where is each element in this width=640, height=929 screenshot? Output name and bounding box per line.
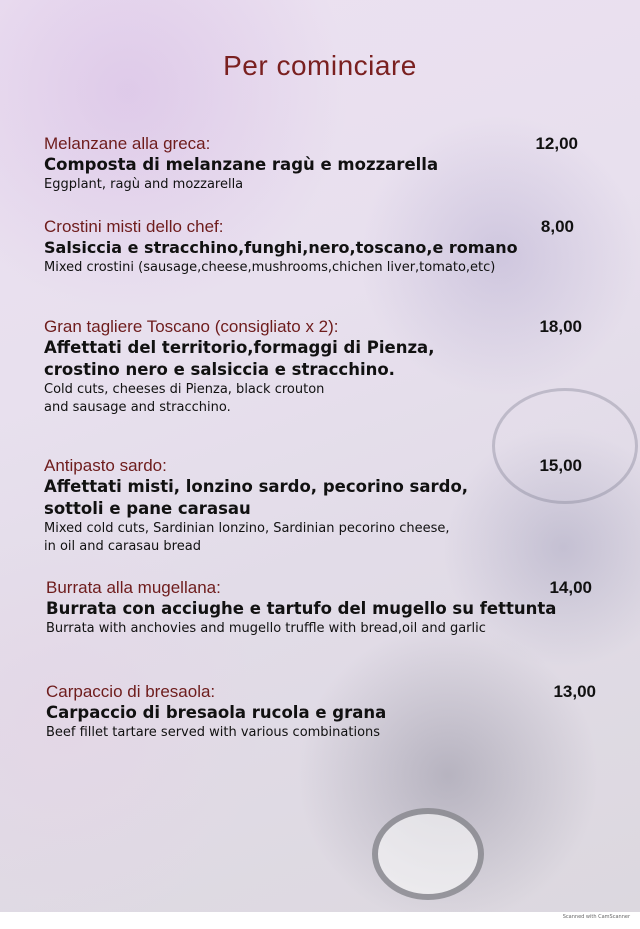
plate-decoration [372,808,484,900]
menu-item-carpaccio [46,682,596,742]
item-description: Burrata con acciughe e tartufo del mugello su fettunta [46,599,557,618]
item-english: Beef fillet tartare served with various combinations [46,725,381,740]
item-price: 12,00 [535,134,578,153]
footer-strip [0,912,640,929]
item-price: 14,00 [549,578,592,597]
item-price: 15,00 [539,456,582,475]
item-description: Affettati del territorio,formaggi di Pienza, crostino nero e salsiccia e stracchino. [44,338,435,379]
menu-item-antipasto-sardo [44,456,582,556]
item-english: Mixed cold cuts, Sardinian lonzino, Sardinian pecorino cheese, in oil and carasau bread [44,521,450,554]
menu-item-crostini [44,217,574,277]
item-description: Carpaccio di bresaola rucola e grana [46,703,387,722]
item-name: Crostini misti dello chef: [44,217,224,236]
item-english: Mixed crostini (sausage,cheese,mushrooms,chichen liver,tomato,etc) [44,260,496,275]
item-name: Burrata alla mugellana: [46,578,221,597]
item-description: Composta di melanzane ragù e mozzarella [44,155,439,174]
item-name: Carpaccio di bresaola: [46,682,216,701]
scanner-watermark: Scanned with CamScanner [562,914,630,920]
item-name: Melanzane alla greca: [44,134,211,153]
item-name: Antipasto sardo: [44,456,167,475]
item-name: Gran tagliere Toscano (consigliato x 2): [44,317,339,336]
item-english: Cold cuts, cheeses di Pienza, black crouton and sausage and stracchino. [44,382,325,415]
item-description: Salsiccia e stracchino,funghi,nero,toscano,e romano [44,238,518,257]
menu-item-tagliere [44,317,582,417]
item-price: 18,00 [539,317,582,336]
item-description: Affettati misti, lonzino sardo, pecorino sardo, sottoli e pane carasau [44,477,469,518]
item-english: Eggplant, ragù and mozzarella [44,177,244,192]
item-price: 13,00 [553,682,596,701]
menu-title: Per cominciare [223,50,417,81]
menu-item-melanzane [44,134,578,194]
menu-item-burrata [46,578,592,638]
item-price: 8,00 [540,217,574,236]
item-english: Burrata with anchovies and mugello truffle with bread,oil and garlic [46,621,486,636]
